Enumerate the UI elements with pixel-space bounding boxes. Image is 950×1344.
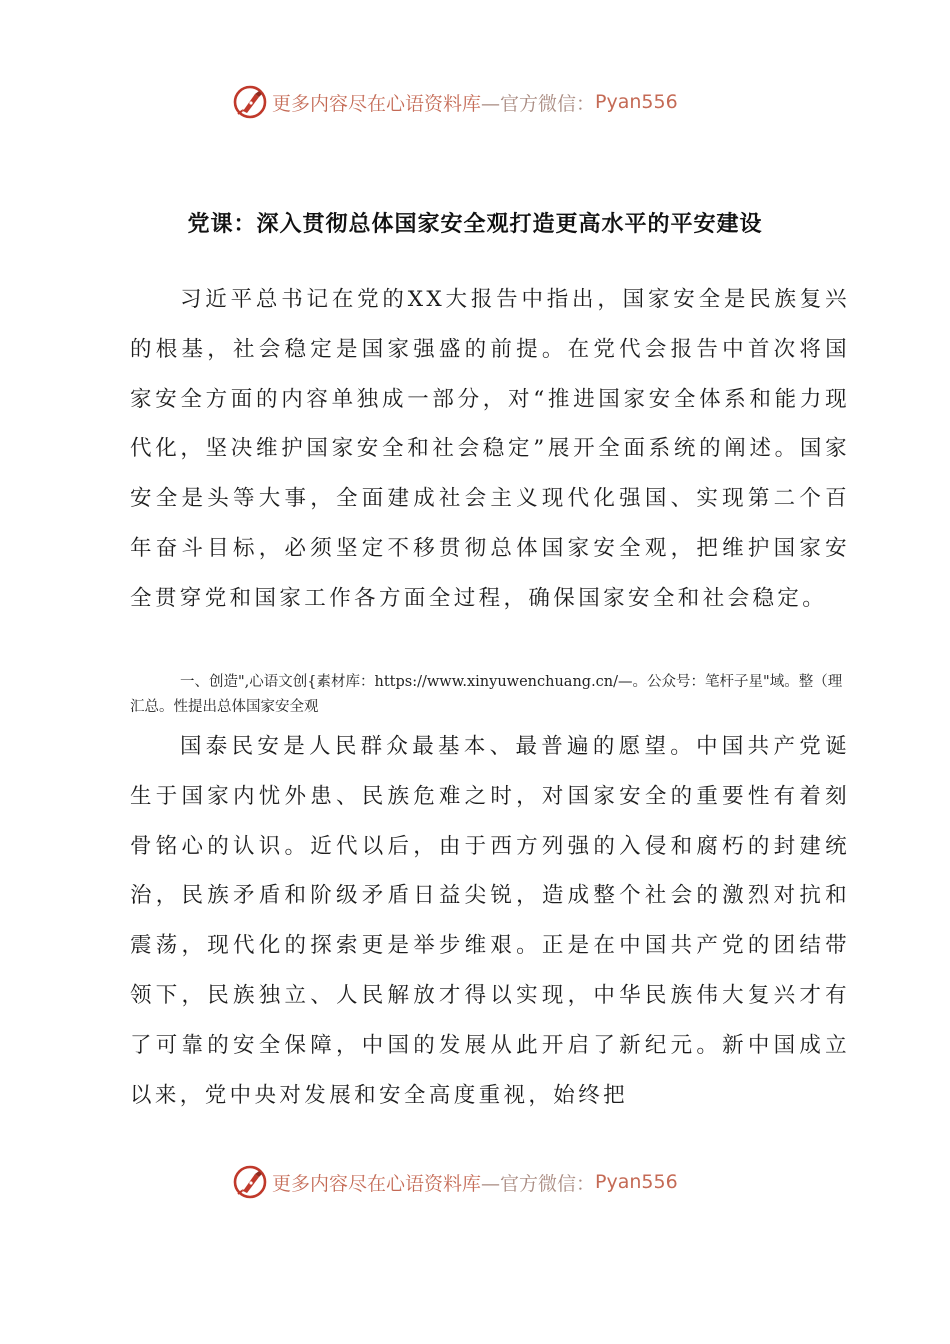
footer-banner xyxy=(230,1162,678,1202)
paragraph-1: 习近平总书记在党的XX大报告中指出，国家安全是民族复兴的根基，社会稳定是国家强盛的前提。在党代会报告中首次将国家安全方面的内容单独成一部分，对“推进国家安全体系和能力现代化，坚决维护国家安全和社会稳定”展开全面系统的阐述。国家安全是头等大事，全面建成社会主义现代化强国、实现第二个百年奋斗目标，必须坚定不移贯彻总体国家安全观，把维护国家安全贯穿党和国家工作各方面全过程，确保国家安全和社会稳定。 xyxy=(130,287,850,611)
pen-nib-logo-icon xyxy=(230,82,270,122)
banner-sub-text: —官方微信： xyxy=(481,92,596,115)
header-banner xyxy=(230,82,678,122)
footer-banner-sub-text: —官方微信： xyxy=(481,1172,596,1195)
paragraph-2: 国泰民安是人民群众最基本、最普遍的愿望。中国共产党诞生于国家内忧外患、民族危难之时，对国家安全的重要性有着刻骨铭心的认识。近代以后，由于西方列强的入侵和腐朽的封建统治，民族矛盾和阶级矛盾日益尖锐，造成整个社会的激烈对抗和震荡，现代化的探索更是举步维艰。正是在中国共产党的团结带领下，民族独立、人民解放才得以实现，中华民族伟大复兴才有了可靠的安全保障，中国的发展从此开启了新纪元。新中国成立以来，党中央对发展和安全高度重视，始终把 xyxy=(130,734,850,1108)
banner-main-text: 更多内容尽在心语资料库 xyxy=(272,92,482,115)
footer-banner-wechat-id: Pyan556 xyxy=(595,1171,678,1193)
banner-wechat-id: Pyan556 xyxy=(595,91,678,113)
footer-banner-main-text: 更多内容尽在心语资料库 xyxy=(272,1172,482,1195)
pen-nib-logo-icon xyxy=(230,1162,270,1202)
document-title: 党课：深入贯彻总体国家安全观打造更高水平的平安建设 xyxy=(187,212,763,237)
section-heading-note: 一、创造",心语文创{素材库：https://www.xinyuwenchuang.cn/—。公众号：笔杆子星"域。整（理汇总。性提出总体国家安全观 xyxy=(130,674,843,715)
